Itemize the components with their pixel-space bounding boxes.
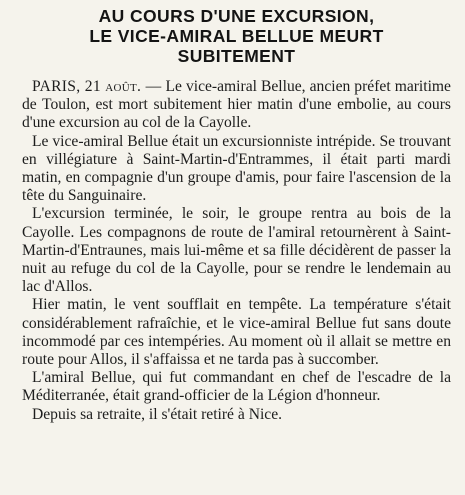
paragraph-6: Depuis sa retraite, il s'était retiré à Nice. — [32, 405, 283, 423]
headline-line-3: SUBITEMENT — [177, 46, 296, 66]
paragraph-3: L'excursion terminée, le soir, le groupe rentra au bois de la Cayolle. Les compagnons de route de l'amiral retournèrent à Saint-Martin-d'Entraunes, mais lui-même et sa fille décidèrent de passer la nuit au refuge du col de la Cayolle, pour se rendre le lendemain au lac d'Allos. — [22, 205, 451, 296]
paragraph-2: Le vice-amiral Bellue était un excursionniste intrépide. Se trouvant en villégiature à Saint-Martin-d'Entrammes, il était parti mardi matin, en compagnie d'un groupe d'amis, pour faire l'ascension de la tête du Sanguinaire. — [22, 132, 451, 205]
paragraph-4: Hier matin, le vent soufflait en tempête. La température s'était considérablement rafraîchie, et le vice-amiral Bellue fut sans doute incommodé par ces intempéries. Au moment où il allait se mettre en route pour Allos, il s'affaissa et ne tarda pas à succomber. — [22, 296, 451, 369]
dateline: PARIS, 21 août. — — [32, 78, 162, 95]
paragraph-1-text: Le vice-amiral Bellue, ancien préfet maritime de Toulon, est mort subitement hier matin d'une embolie, au cours d'une excursion au col de la Cayolle. — [22, 78, 451, 132]
paragraph-5: L'amiral Bellue, qui fut commandant en chef de l'escadre de la Méditerranée, était grand-officier de la Légion d'honneur. — [22, 369, 451, 405]
headline-line-2: LE VICE-AMIRAL BELLUE MEURT — [89, 26, 384, 46]
headline — [22, 6, 451, 66]
article-body — [22, 78, 451, 424]
paragraph-1 — [22, 78, 451, 133]
headline-line-1: AU COURS D'UNE EXCURSION, — [98, 6, 375, 26]
